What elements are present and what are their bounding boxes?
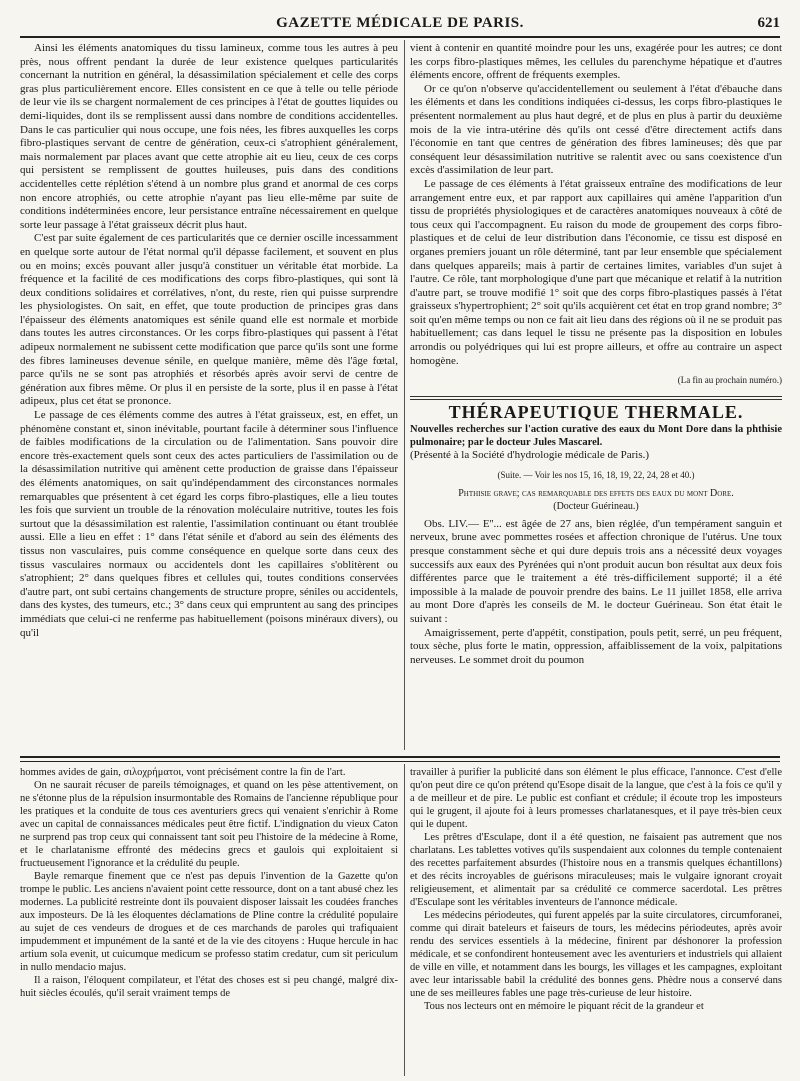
paragraph: Ainsi les éléments anatomiques du tissu lamineux, comme tous les autres à peu près, nous offrent pendant la durée de leur existence quelques particularités concernant la nutrition en général, la désassimilation spécialement et celle des corps gras plus particulièrement encore. Elles consistent en ce que à telle ou telle période de leur vie ils se chargent normalement de ces principes à l'état de gouttes liquides ou demi-liquides, dont ils se remplissent aussi dans nombre de conditions accidentelles. Dans le cas particulier qui nous occupe, une fois nées, les fibres auxquelles les corps fibro-plastiques servant de centre de génération, ceux-ci s'atrophient généralement, mais normalement par places avant que cette atrophie ait eu lieu, ceux de ces corps qui persistent se remplissent de gouttes huileuses, puis dans des conditions accidentelles cette réplétion s'étend à un nombre plus grand et anormal de ces corps non encore atrophiés, ou cette atrophie n'ayant pas lieu elle-même par suite de conditions indéterminées encore, leur persistance entraîne nécessairement en quelque sorte leur passage à l'état graisseux décrit plus haut. (20, 42, 398, 231)
paragraph: Le passage de ces éléments comme des autres à l'état graisseux, est, en effet, un phénomène constant et, sinon inévitable, pourtant facile à déterminer sous l'influence de faibles modifications de la circulation ou de l'alimentation. Sans pouvoir dire encore très-exactement quels sont ceux des actes particuliers de l'assimilation ou de la désassimilation nutritive qui amènent cette production de graisse dans l'épaisseur des éléments anatomiques, on sait qu'indépendamment des circonstances normales remarquables que présentent à cet égard les corps fibro-plastiques, elle a lieu toutes les fois que survient un trouble de la rénovation moléculaire nutritive, toutes les fois surtout que la désassimilation est ralentie, l'assimilation continuant ou étant troublée aussi. Elle a lieu en effet : 1° dans l'état sénile et d'abord au sein des éléments des tissus non vasculaires, puis comme conséquence en quelque sorte dans ceux des tissus vasculaires normaux ou accidentels dont les capillaires s'oblitèrent ou s'atrophient; 2° dans quelques fibres et cellules qui, toutes conditions conservées d'autre part, ont subi certains changements de structure propre, séniles ou accidentels, dans des kystes, des tumeurs, etc.; 3° dans ceux qui empruntent au sang des principes immédiats que celui-ci ne renferme pas habituellement (poisons minéraux divers), ou qu'il (20, 409, 398, 639)
paragraph: On ne saurait récuser de pareils témoignages, et quand on les pèse attentivement, on ne s'étonne plus de la répulsion insurmontable des Romains de l'ancienne république pour les pratiques et la conduite de tous ces aventuriers grecs qui venaient s'enrichir à Rome avec un capital de connaissances médicales peut être fictif. L'indignation du vieux Caton ne surprend pas trop ceux qui connaissent tant soit peu l'histoire de la médecine à Rome, et le charlatanisme effronté des médecins grecs et gaulois qui exploitaient si fructueusement l'ignorance et la crédulité du peuple. (20, 780, 398, 869)
series-note: (Suite. — Voir les nos 15, 16, 18, 19, 22, 24, 28 et 40.) (497, 470, 695, 481)
bottom-right-column (410, 766, 782, 1013)
paragraph: vient à contenir en quantité moindre pour les uns, exagérée pour les autres; ce dont les corps fibro-plastiques mêmes, les cellules du parenchyme hépatique et d'autres éléments encore, offrent de fréquents exemples. (410, 42, 782, 82)
article-subtitle: (Présenté à la Société d'hydrologie médicale de Paris.) (410, 449, 650, 462)
case-author: (Docteur Guérineau.) (553, 501, 639, 513)
column-divider (404, 764, 405, 1076)
top-left-column (20, 42, 398, 640)
paragraph: Bayle remarque finement que ce n'est pas depuis l'invention de la Gazette qu'on trompe le public. Les anciens n'avaient point cette ressource, dont on a tant abusé chez les modernes. La publicité restreinte dont ils pouvaient disposer laissait les coudées franches aux imposteurs. De là les éloquentes déclamations de Pline contre la crédulité populaire au sujet de ces vendeurs de drogues et de ces marchands de paroles qui trafiquaient impudemment et impunément de la santé et de la vie des citoyens : Huque hercule in hac artium sola evenit, ut cuicumque medicum se professo statim credatur, cum sit periculum in nullo mendacio majus. (20, 871, 398, 973)
paragraph: travailler à purifier la publicité dans son élément le plus efficace, l'annonce. C'est d'elle qu'on peut dire ce qu'on prétend qu'Esope disait de la langue, que c'est à la fois ce qu'il y a de meilleur et de pire. Le public est confiant et crédule; il écoute trop les imposteurs qui le grugent, il ajoute foi à leurs promesses charlatanesques, et il paye très-bien ceux qui le dupent. (410, 767, 782, 830)
section-title: THÉRAPEUTIQUE THERMALE. (448, 401, 744, 422)
paragraph: hommes avides de gain, σιλοχρήματοι, vont précisément contre la fin de l'art. (20, 767, 346, 778)
paragraph: Tous nos lecteurs ont en mémoire le piquant récit de la grandeur et (424, 1001, 704, 1012)
article-title: Nouvelles recherches sur l'action curative des eaux du Mont Dore dans la phthisie pulmonaire; par le docteur Jules Mascarel. (410, 424, 782, 449)
paragraph: Les prêtres d'Esculape, dont il a été question, ne faisaient pas autrement que nos charlatans. Les tablettes votives qu'ils suspendaient aux colonnes du temple contenaient des recettes parfaitement absurdes (l'histoire nous en a transmis quelques échantillons) et des récits incroyables de guérisons miraculeuses; mais le vulgaire ignorant croyait religieusement, et alimentait par sa crédulité ce commerce sacerdotal. Les prêtres d'Esculape sont les véritables inventeurs de l'annonce médicale. (410, 832, 782, 908)
journal-title: GAZETTE MÉDICALE DE PARIS. (276, 14, 524, 31)
column-divider (404, 40, 405, 750)
page-header (20, 10, 780, 38)
case-heading: Phthisie grave; cas remarquable des effets des eaux du mont Dore. (458, 487, 734, 499)
paragraph: Or ce qu'on n'observe qu'accidentellement ou seulement à l'état d'ébauche dans les éléments et dans les conditions indiquées ci-dessus, les corps fibro-plastiques le présentent normalement au plus haut degré, et de plus en plus à partir du deuxième mois de la vie intra-utérine dès qu'ils ont cessé d'être directement actifs dans l'économie en tant que centres de génération des fibres lamineuses; dès que par conséquent leur désassimilation nutritive se ralentit avec ou sans coexistence d'un excès d'assimilation de leur part. (410, 82, 782, 177)
paragraph: Obs. LIV.— E''... est âgée de 27 ans, bien réglée, d'un tempérament sanguin et nerveux, brune avec pommettes rosées et affection chronique de l'utérus. Une toux presque constamment sèche et qui dure depuis trois ans a nécessité deux voyages successifs aux eaux des Pyrénées qui n'ont produit aucun bon résultat aux deux fois différentes parce que le traitement a été très-difficilement supporté; il a été impossible à la malade de pouvoir prendre des bains. Le 11 juillet 1858, elle arriva au mont Dore d'après les conseils de M. le docteur Guérineau. Son état était le suivant : (410, 517, 782, 625)
page-number: 621 (757, 14, 780, 31)
paragraph: Le passage de ces éléments à l'état graisseux entraîne des modifications de leur arrangement entre eux, et par rapport aux capillaires qui amène l'apparition d'un tissu de propriétés physiologiques et de caractères anatomiques nouveaux à côté de tous ceux qui l'accompagnent. Eu raison du mode de groupement des corps fibro-plastiques et de celui de leur distribution dans l'économie, ce tissu est disposé en organes premiers jouant un rôle déterminé, tant par leur ensemble que spécialement dans quelques appareils; mais à partir de certaines limites, variables d'un sujet à l'autre. Ce rôle, tant morphologique d'une part que mécanique et relatif à la nutrition d'autre part, se trouve modifié 1° soit que des corps fibro-plastiques passés à l'état graisseux s'hypertrophient; 2° soit qu'ils acquièrent cet état en trop grand nombre; 3° soit qu'en même temps ou non ce fait ait lieu dans des régions où il ne se produit pas habituellement; cas dans lequel le tissu ne présente pas la disposition en lobules arrondis ou polyédriques qui lui est propre ailleurs, et offre au contraire un aspect homogène. (410, 177, 782, 367)
top-right-column (410, 42, 782, 667)
feuilleton-divider (20, 756, 780, 762)
section-divider (410, 396, 782, 400)
paragraph: Il a raison, l'éloquent compilateur, et l'état des choses est si peu changé, malgré dix-huit siècles écoulés, qu'il serait vraiment temps de (20, 975, 398, 999)
continuation-note: (La fin au prochain numéro.) (677, 375, 782, 386)
paragraph: C'est par suite également de ces particularités que ce dernier oscille incessamment en quelque sorte autour de l'état normal qu'il dépasse facilement, et souvent en plus ou en moins; excès pouvant aller jusqu'à constituer un véritable état morbide. La fréquence et la facilité de ces modifications des corps fibro-plastiques, qui sont là deux conditions solidaires et corrélatives, n'ont, du reste, rien qui puisse surprendre les physiologistes. On sait, en effet, que toute production de principes gras dans l'épaisseur des éléments anatomiques est sénile quand elle est normale et morbide dans toutes les autres circonstances. Or les corps fibro-plastiques qui passent à l'état adipeux normalement ne subissent cette modification que parce qu'ils sont une forme des fibres lamineuses devenue sénile, en quelque manière, même dès l'âge fœtal, parce qu'ils ne se sont pas atrophiés et résorbés après avoir servi de centre de génération aux fibres même. Or plus il en persiste de la sorte, plus il en passe à l'état adipeux, plus cet état se prononce. (20, 232, 398, 408)
bottom-left-column (20, 766, 398, 1000)
paragraph: Amaigrissement, perte d'appétit, constipation, pouls petit, serré, un peu fréquent, toux sèche, plus forte le matin, oppression, affaiblissement de la voix, palpitations nerveuses. Le sommet droit du poumon (410, 626, 782, 666)
paragraph: Les médecins périodeutes, qui furent appelés par la suite circulatores, circumforanei, comme qui dirait bateleurs et faiseurs de tours, les médecins périodeutes, après avoir rendu des services essentiels à la médecine, finirent par déshonorer la profession médicale, et se confondirent honteusement avec les aventuriers et industriels qui allaient de ville en ville, et notamment dans les bourgs, les villages et les campagnes, exploitant avec leur intarissable babil la crédulité des bonnes gens. Phèdre nous a conservé dans une de ses meilleures fables une page très-curieuse de leur histoire. (410, 910, 782, 999)
